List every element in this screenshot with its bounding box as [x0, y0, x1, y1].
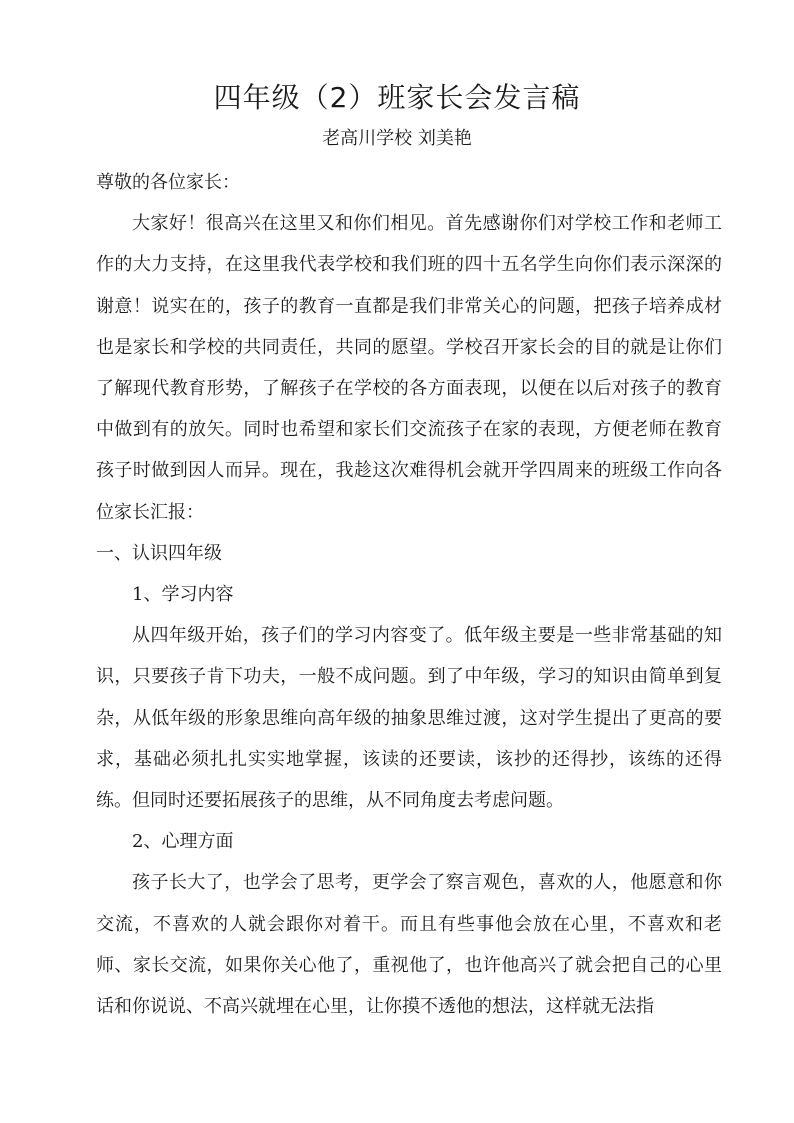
subsection-heading-1: 1、学习内容 — [132, 584, 234, 606]
intro-paragraph: 大家好！很高兴在这里又和你们相见。首先感谢你们对学校工作和老师工作的大力支持，在这里我代表学校和我们班的四十五名学生向你们表示深深的谢意！说实在的，孩子的教育一直都是我们非常关心的问题，把孩子培养成材也是家长和学校的共同责任，共同的愿望。学校召开家长会的目的就是让你们了解现代教育形势，了解孩子在学校的各方面表现，以便在以后对孩子的教育中做到有的放矢。同时也希望和家长们交流孩子在家的表现，方便老师在教育孩子时做到因人而异。现在，我趁这次难得机会就开学四周来的班级工作向各位家长汇报： — [96, 213, 722, 523]
section-heading-1: 一、认识四年级 — [96, 542, 222, 564]
page-title: 四年级（2）班家长会发言稿 — [213, 81, 581, 114]
subsection-paragraph-1: 从四年级开始，孩子们的学习内容变了。低年级主要是一些非常基础的知识，只要孩子肯下功夫，一般不成问题。到了中年级，学习的知识由简单到复杂，从低年级的形象思维向高年级的抽象思维过渡，这对学生提出了更高的要求，基础必须扎扎实实地掌握，该读的还要读，该抄的还得抄，该练的还得练。但同时还要拓展孩子的思维，从不同角度去考虑问题。 — [96, 625, 722, 812]
author-line: 老高川学校 刘美艳 — [322, 128, 472, 149]
subsection-heading-2: 2、心理方面 — [132, 831, 234, 853]
greeting: 尊敬的各位家长： — [96, 172, 240, 193]
subsection-paragraph-2: 孩子长大了，也学会了思考，更学会了察言观色，喜欢的人，他愿意和你交流，不喜欢的人就会跟你对着干。而且有些事他会放在心里，不喜欢和老师、家长交流，如果你关心他了，重视他了，也许他高兴了就会把自己的心里话和你说说、不高兴就埋在心里，让你摸不透他的想法，这样就无法指 — [96, 872, 722, 1018]
document-body — [96, 162, 722, 1027]
